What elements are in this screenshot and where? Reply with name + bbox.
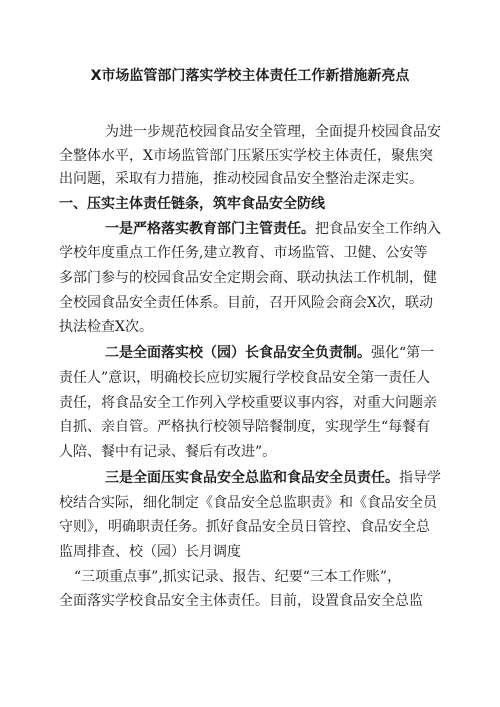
paragraph-line: “三项重点事”,抓实记录、报告、纪要“三本工作账”， [74, 569, 402, 585]
paragraph-line: 责任，将食品安全工作列入学校重要议事内容，对重大问题亲 [59, 395, 437, 411]
paragraph-line: 监周排查、校（园）长月调度 [59, 544, 241, 560]
paragraph-first-line [105, 220, 441, 238]
paragraph-first-line [105, 344, 434, 362]
paragraph-line: 人陪、餐中有记录、餐后有改进”。 [59, 444, 277, 460]
paragraph-line: 全校园食品安全责任体系。目前，召开风险会商会X次，联动 [59, 295, 433, 311]
paragraph-first-line [105, 469, 441, 487]
paragraph-text: 把食品安全工作纳入 [315, 221, 441, 237]
intro-line: 全整体水平，X市场监管部门压紧压实学校主体责任，聚焦突 [59, 148, 433, 164]
paragraph-lead: 一是严格落实教育部门主管责任。 [105, 221, 315, 237]
paragraph-text: 强化“第一 [371, 345, 435, 361]
paragraph-line: 责任人”意识，明确校长应切实履行学校食品安全第一责任人 [59, 370, 431, 386]
paragraph-line: 守则》，明确职责任务。抓好食品安全员日管控、食品安全总 [59, 519, 430, 535]
paragraph-lead: 二是全面落实校（园）长食品安全负责制。 [105, 345, 371, 361]
paragraph-lead: 三是全面压实食品安全总监和食品安全员责任。 [105, 470, 399, 486]
intro-line: 出问题，采取有力措施，推动校园食品安全整治走深走实。 [59, 171, 423, 187]
paragraph-line: 校结合实际，细化制定《食品安全总监职责》和《食品安全员 [59, 495, 437, 511]
paragraph-line: 执法检查X次。 [59, 319, 153, 335]
paragraph-line: 自抓、亲自管。严格执行校领导陪餐制度，实现学生“每餐有 [59, 419, 431, 435]
paragraph-line: 全面落实学校食品安全主体责任。目前，设置食品安全总监 [59, 593, 423, 609]
section-heading: 一、压实主体责任链条，筑牢食品安全防线 [59, 196, 325, 212]
paragraph-line: 学校年度重点工作任务,建立教育、市场监管、卫健、公安等 [59, 245, 428, 261]
paragraph-line: 多部门参与的校园食品安全定期会商、联动执法工作机制，健 [59, 270, 437, 286]
intro-line: 为进一步规范校园食品安全管理，全面提升校园食品安 [105, 124, 441, 140]
document-title: X市场监管部门落实学校主体责任工作新措施新亮点 [90, 68, 410, 84]
paragraph-text: 指导学 [399, 470, 441, 486]
